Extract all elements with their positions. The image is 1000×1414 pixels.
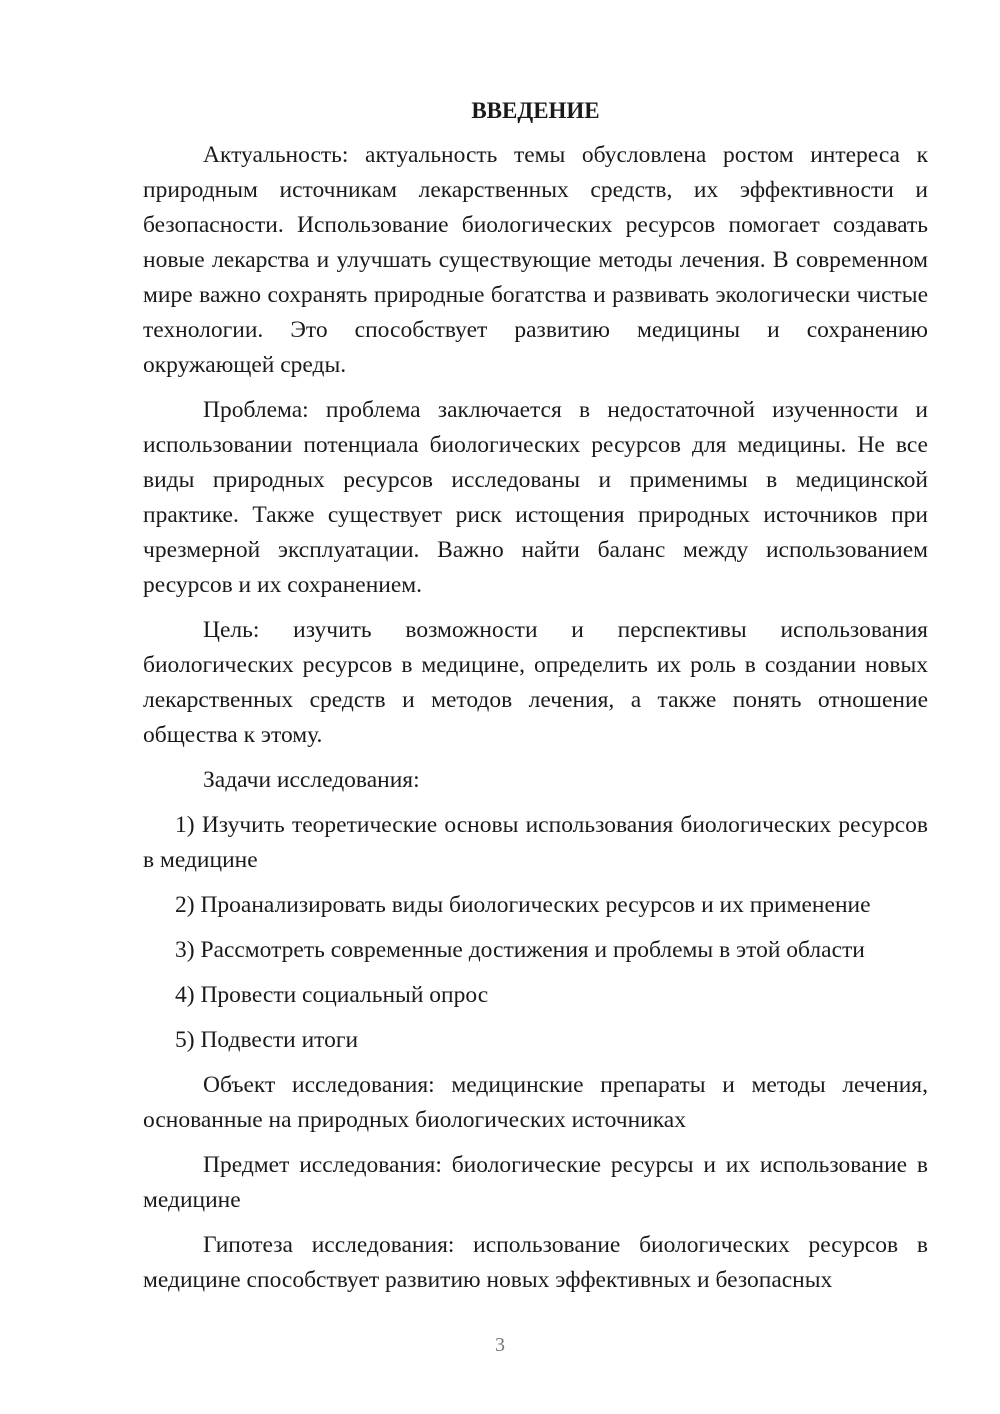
task-item: 5) Подвести итоги (175, 1027, 359, 1053)
hypothesis-paragraph: Гипотеза исследования: использование биологических ресурсов в медицине способствует развитию новых эффективных и безопасных (143, 1232, 928, 1293)
page-title: ВВЕДЕНИЕ (471, 98, 600, 123)
page-number: 3 (495, 1334, 505, 1356)
subject-paragraph: Предмет исследования: биологические ресурсы и их использование в медицине (143, 1152, 928, 1213)
task-item: 4) Провести социальный опрос (175, 982, 489, 1008)
relevance-paragraph: Актуальность: актуальность темы обусловлена ростом интереса к природным источникам лекарственных средств, их эффективности и безопасности. Использование биологических ресурсов помогает создавать новые лекарства и улучшать существующие методы лечения. В современном мире важно сохранять природные богатства и развивать экологически чистые технологии. Это способствует развитию медицины и сохранению окружающей среды. (143, 142, 928, 378)
tasks-heading: Задачи исследования: (203, 767, 420, 793)
page-content (143, 93, 928, 1308)
task-item: 2) Проанализировать виды биологических ресурсов и их применение (175, 892, 871, 918)
object-paragraph: Объект исследования: медицинские препараты и методы лечения, основанные на природных биологических источниках (143, 1072, 928, 1133)
problem-paragraph: Проблема: проблема заключается в недостаточной изученности и использовании потенциала биологических ресурсов для медицины. Не все виды природных ресурсов исследованы и применимы в медицинской практике. Также существует риск истощения природных источников при чрезмерной эксплуатации. Важно найти баланс между использованием ресурсов и их сохранением. (143, 397, 928, 598)
goal-paragraph: Цель: изучить возможности и перспективы использования биологических ресурсов в медицине, определить их роль в создании новых лекарственных средств и методов лечения, а также понять отношение общества к этому. (143, 617, 928, 748)
task-item: 3) Рассмотреть современные достижения и проблемы в этой области (175, 937, 865, 963)
task-item: 1) Изучить теоретические основы использования биологических ресурсов в медицине (143, 812, 928, 873)
